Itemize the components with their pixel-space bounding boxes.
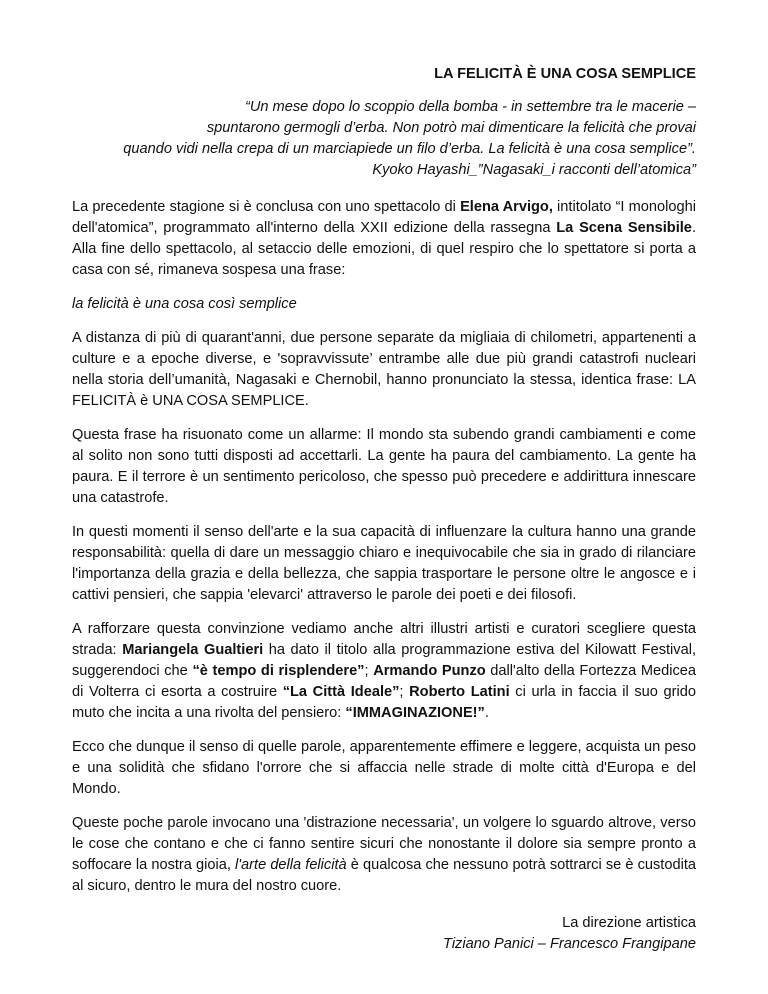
text-run: è qualcosa che nessuno potrà sottrarci se è custodita al sicuro, dentro le mura del nostro cuore. [72,857,696,894]
quote-attribution: Kyoko Hayashi_”Nagasaki_i racconti dell’atomica” [372,162,696,178]
bold-armando-punzo: Armando Punzo [373,663,486,679]
text-run: intitolato “I monologhi dell'atomica”, programmato all'interno della XXII edizione della rassegna [72,199,696,236]
quote-line: “Un mese dopo lo scoppio della bomba - in settembre tra le macerie – [244,99,696,115]
quote-line: spuntarono germogli d’erba. Non potrò mai dimenticare la felicità che provai [206,120,696,136]
quote-line: quando vidi nella crepa di un marciapiede un filo d’erba. La felicità è una cosa semplice”. [123,141,696,157]
paragraph-italic-phrase: la felicità è una cosa così semplice [72,296,297,312]
paragraph-art-responsibility: In questi momenti il senso dell'arte e la sua capacità di influenzare la cultura hanno una grande responsabilità: quella di dare un messaggio chiaro e inequivocabile che sia in grado di rilanciare l'importanza della grazia e della bellezza, che sappia trasportare le persone oltre le angosce e i cattivi pensieri, che sappia 'elevarci' attraverso le parole dei poeti e dei filosofi. [72,524,696,603]
text-run: ci urla in faccia il suo grido muto che incita a una rivolta del pensiero: [72,684,696,721]
epigraph-quote [72,97,696,181]
bold-mariangela-gualtieri: Mariangela Gualtieri [122,642,264,658]
text-run: ; [399,684,410,700]
paragraph-distraction [72,813,696,897]
text-run: dall'alto della Fortezza Medicea di Volterra ci esorta a costruire [72,663,696,700]
bold-immaginazione: “IMMAGINAZIONE!” [345,705,485,721]
signature-names: Tiziano Panici – Francesco Frangipane [443,936,696,952]
paragraph-intro [72,197,696,281]
text-run: A rafforzare questa convinzione vediamo anche altri illustri artisti e curatori scegliere questa strada: [72,621,696,658]
text-run: ; [364,663,374,679]
text-run: . Alla fine dello spettacolo, al setaccio delle emozioni, di quel respiro che lo spettatore si porta a casa con sé, rimaneva sospesa una frase: [72,220,696,278]
text-run: La precedente stagione si è conclusa con uno spettacolo di [72,199,461,215]
text-run: ha dato il titolo alla programmazione estiva del Kilowatt Festival, suggerendoci che [72,642,697,679]
bold-la-scena-sensibile: La Scena Sensibile [556,220,692,236]
bold-roberto-latini: Roberto Latini [409,684,510,700]
paragraph-alarm: Questa frase ha risuonato come un allarme: Il mondo sta subendo grandi cambiamenti e come al solito non sono tutti disposti ad accettarli. La gente ha paura del cambiamento. La gente ha paura. E il terrore è un sentimento pericoloso, che spesso può precedere e addirittura innescare una catastrofe. [72,427,696,506]
signature-block [72,913,696,955]
bold-tempo-di-risplendere: “è tempo di risplendere” [192,663,365,679]
bold-citta-ideale: “La Città Ideale” [282,684,400,700]
signature-role: La direzione artistica [562,915,696,931]
paragraph-weight: Ecco che dunque il senso di quelle parole, apparentemente effimere e leggere, acquista un peso e una solidità che sfidano l'orrore che si affaccia nelle strade di molte città d'Europa e del Mondo. [72,739,696,797]
text-run: . [484,705,489,721]
italic-arte-della-felicita: l'arte della felicità [235,857,347,873]
paragraph-artists [72,619,696,724]
paragraph-distance: A distanza di più di quarant'anni, due persone separate da migliaia di chilometri, appartenenti a culture e a epoche diverse, e 'sopravvissute’ entrambe alle due più grandi catastrofi nucleari nella storia dell’umanità, Nagasaki e Chernobil, hanno pronunciato la stessa, identica frase: LA FELICITÀ è UNA COSA SEMPLICE. [72,330,696,409]
document-title: LA FELICITÀ È UNA COSA SEMPLICE [434,66,696,82]
text-run: Queste poche parole invocano una 'distrazione necessaria', un volgere lo sguardo altrove, verso le cose che contano e che ci fanno sentire sicuri che nonostante il dolore sia sempre pronto a soffocare la nostra gioia, [72,815,696,873]
bold-name-elena-arvigo: Elena Arvigo, [460,199,553,215]
